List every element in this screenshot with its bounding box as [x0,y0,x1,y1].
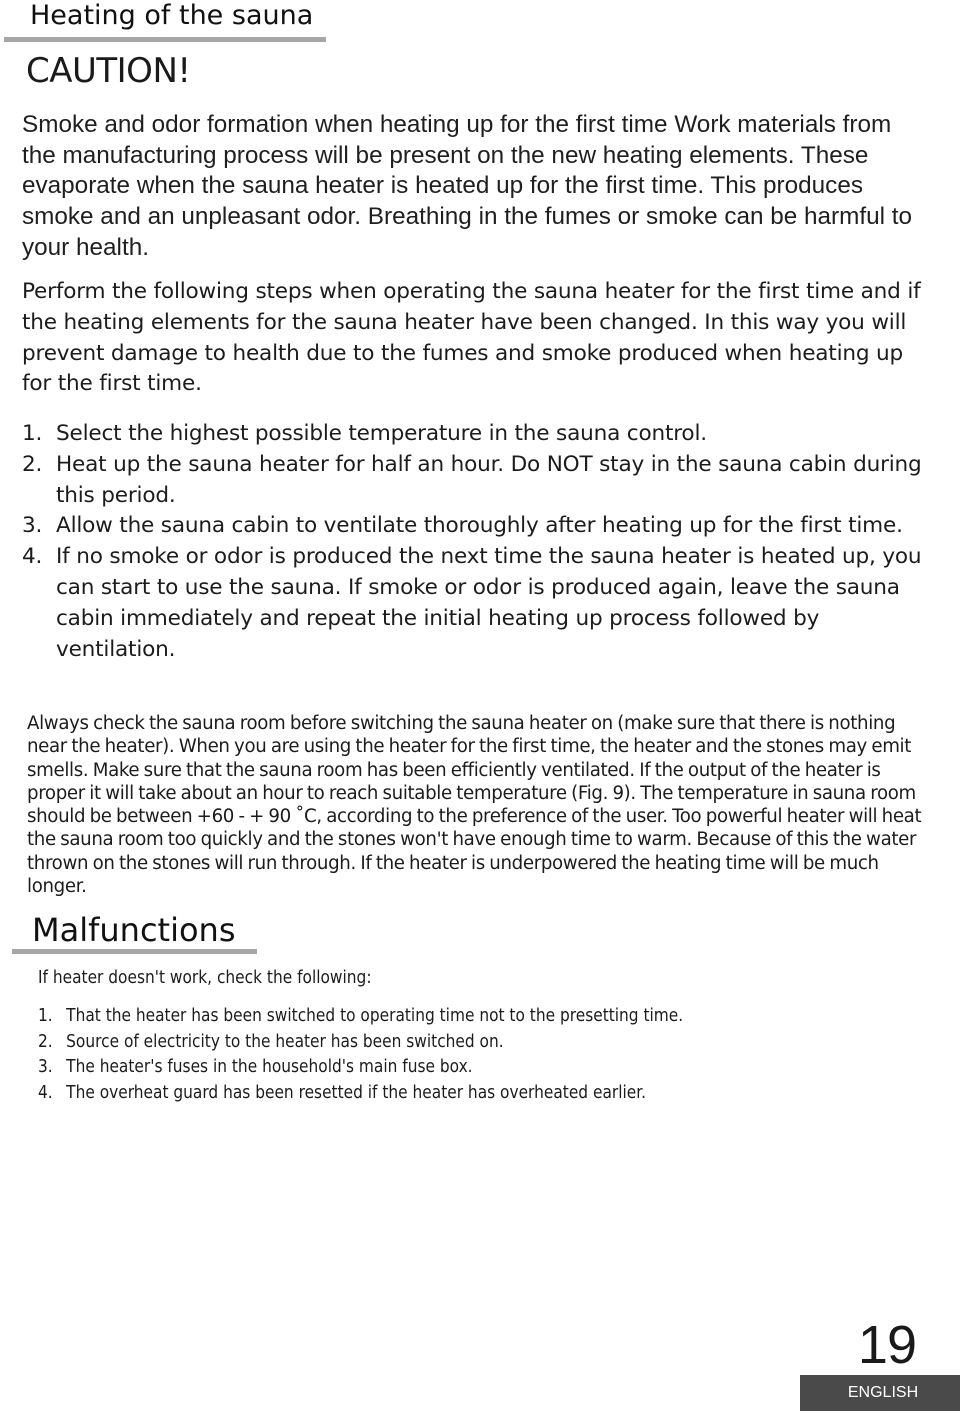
list-item [22,419,922,450]
list-item [38,1055,918,1081]
step-number: 3. [22,513,43,539]
heating-info-paragraph: Always check the sauna room before switching the sauna heater on (make sure that there is nothing near the heater). When you are using the heater for the first time, the heater and the stones may emit smells. Make sure that the sauna room has been efficiently ventilated. If the output of the heater is proper it will take about an hour to reach suitable temperature (Fig. 9). The temperature in sauna room should be between +60 - + 90 ˚C, according to the preference of the user. Too powerful heater will heat the sauna room too quickly and the stones won't have enough time to warm. Because of this the water thrown on the stones will run through. If the heater is underpowered the heating time will be much longer. [27,713,922,898]
steps-intro-paragraph: Perform the following steps when operating the sauna heater for the first time and if the heating elements for the sauna heater have been changed. In this way you will prevent damage to health due to the fumes and smoke produced when heating up for the first time. [22,279,921,397]
malfunctions-intro: If heater doesn't work, check the following: [38,968,372,988]
step-text: Heat up the sauna heater for half an hour. Do NOT stay in the sauna cabin during this period. [56,451,922,508]
page-number: 19 [857,1315,916,1375]
list-item [22,450,922,512]
item-text: That the heater has been switched to operating time not to the presetting time. [66,1006,684,1026]
item-text: The overheat guard has been resetted if the heater has overheated earlier. [66,1082,647,1103]
caution-title: CAUTION! [26,51,191,91]
section-title-heating: Heating of the sauna [30,0,314,31]
language-badge: ENGLISH [800,1375,960,1411]
section-divider [4,37,326,42]
item-number: 4. [38,1082,53,1103]
step-number: 1. [22,421,43,446]
step-text: Allow the sauna cabin to ventilate thoroughly after heating up for the first time. [56,513,903,539]
step-number: 2. [22,451,43,477]
item-text: Source of electricity to the heater has been switched on. [66,1031,504,1052]
step-text: If no smoke or odor is produced the next time the sauna heater is heated up, you can start to use the sauna. If smoke or odor is produced again, leave the sauna cabin immediately and repeat the initial heating up process followed by ventilation. [56,544,922,662]
section-title-malfunctions: Malfunctions [32,911,236,949]
list-item [38,1030,918,1056]
step-text: Select the highest possible temperature in the sauna control. [56,421,707,446]
malfunctions-checklist [38,1004,918,1106]
item-number: 3. [38,1057,53,1077]
step-number: 4. [22,544,43,570]
item-number: 2. [38,1031,53,1052]
item-number: 1. [38,1006,53,1026]
section-divider [12,949,257,954]
list-item [38,1081,918,1107]
list-item [38,1004,918,1030]
item-text: The heater's fuses in the household's main fuse box. [66,1057,473,1077]
list-item [22,542,922,665]
first-heating-steps-list [22,419,922,665]
caution-paragraph: Smoke and odor formation when heating up for the first time Work materials from the manufacturing process will be present on the new heating elements. These evaporate when the sauna heater is heated up for the first time. This produces smoke and an unpleasant odor. Breathing in the fumes or smoke can be harmful to your health. [22,111,913,261]
list-item [22,511,922,542]
